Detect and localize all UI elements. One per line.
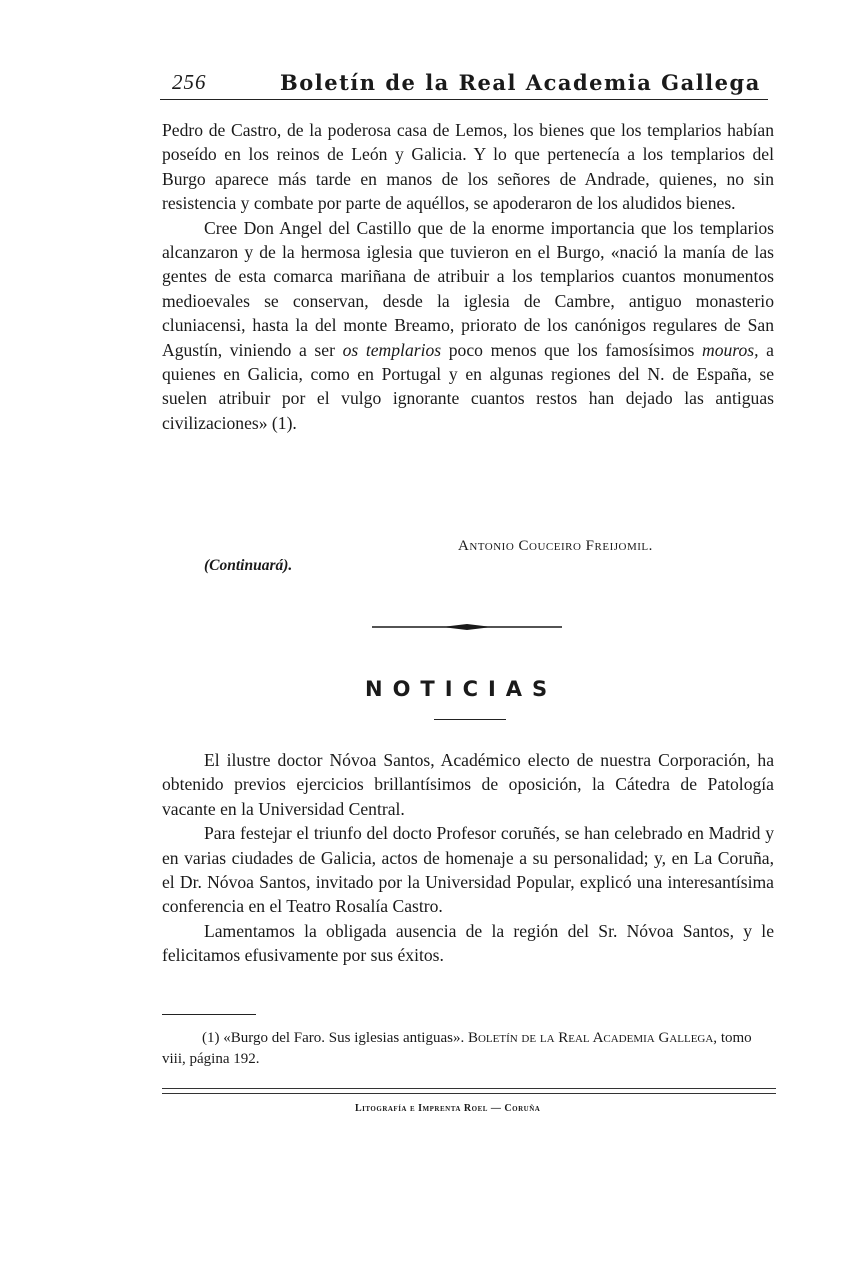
article-paragraph: Pedro de Castro, de la poderosa casa de Lemos, los bienes que los templarios habían poseído en los reinos de León y Galicia. Y lo que pertenecía a los templarios del Burgo aparece más tarde en manos de los señores de Andrade, quienes, no sin resistencia y combate por parte de aquéllos, se apoderaron de los aludidos bienes. <box>162 120 774 214</box>
article-paragraph-quote <box>162 216 774 436</box>
notice-paragraph: El ilustre doctor Nóvoa Santos, Académico electo de nuestra Corporación, ha obtenido previos ejercicios brillantísimos de oposición, la Cátedra de Patología vacante en la Universidad Central. <box>162 750 774 819</box>
footnote-source: «Burgo del Faro. Sus iglesias antiguas». <box>223 1030 465 1046</box>
footnote-text <box>162 1028 776 1069</box>
footnote-marker: (1) <box>202 1030 220 1046</box>
section-heading: NOTICIAS <box>365 677 558 701</box>
heading-rule <box>434 719 506 720</box>
author-signature: Antonio Couceiro Freijomil. <box>458 538 653 554</box>
quote-text: poco menos que los famosísimos <box>441 339 702 360</box>
page-header <box>160 70 770 98</box>
bottom-rule <box>162 1088 776 1089</box>
header-rule <box>160 99 768 100</box>
footnote-rule <box>162 1014 256 1015</box>
notices-body <box>162 748 774 968</box>
continued-note: (Continuará). <box>204 557 293 574</box>
ornament-divider <box>372 620 562 634</box>
quote-text: a quienes en Galicia, como en Portugal y en algunas regiones del N. de España, se suelen atribuir por el vulgo ignorante cuantos restos han dejado las antiguas civilizaciones» (1). <box>162 339 774 433</box>
quote-emphasis: os templarios <box>342 339 442 360</box>
article-body <box>162 118 774 435</box>
quote-text: Cree Don Angel del Castillo que de la enorme importancia que los templarios alcanzaron y de la hermosa iglesia que tuvieron en el Burgo, «nació la manía de las gentes de esta comarca mariñana de atribuir a los templarios cuantos monumentos medioevales se conservan, desde la iglesia de Cambre, antiguo monasterio cluniacensi, hasta la del monte Breamo, priorato de los canónigos regulares de San Agustín, viniendo a ser <box>162 217 774 360</box>
notice-paragraph: Lamentamos la obligada ausencia de la región del Sr. Nóvoa Santos, y le felicitamos efusivamente por sus éxitos. <box>162 920 774 966</box>
footnote-journal: Boletín de la Real Academia Gallega, <box>467 1030 718 1046</box>
footnote-volume: tomo viii, página 192. <box>162 1030 752 1067</box>
running-title: Boletín de la Real Academia Gallega <box>280 70 761 95</box>
footnote <box>162 1028 776 1069</box>
printer-imprint: Litografía e Imprenta Roel — Coruña <box>355 1103 541 1114</box>
quote-emphasis: mouros, <box>701 339 759 360</box>
bottom-rule <box>162 1093 776 1094</box>
page-number: 256 <box>172 70 207 94</box>
notice-paragraph: Para festejar el triunfo del docto Profesor coruñés, se han celebrado en Madrid y en varias ciudades de Galicia, actos de homenaje a su personalidad; y, en La Coruña, el Dr. Nóvoa Santos, invitado por la Universidad Popular, explicó una interesantísima conferencia en el Teatro Rosalía Castro. <box>162 823 774 917</box>
